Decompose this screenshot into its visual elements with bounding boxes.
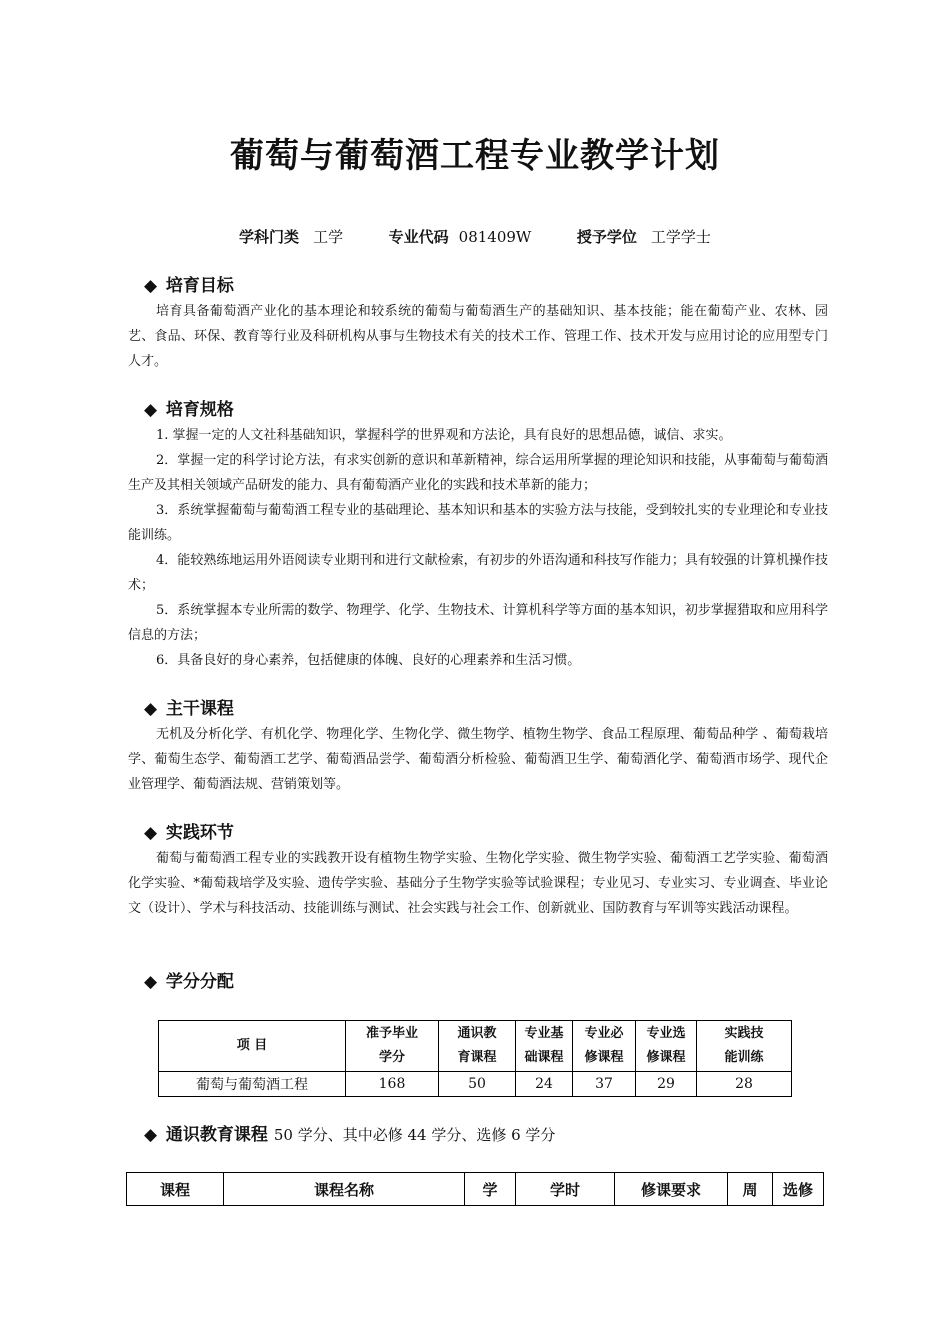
main-courses-text: 无机及分析化学、有机化学、物理化学、生物化学、微生物学、植物生物学、食品工程原理、葡萄品种学 、葡萄栽培学、葡萄生态学、葡萄酒工艺学、葡萄酒品尝学、葡萄酒分析检验、葡萄酒卫生学、葡萄酒化学、葡萄酒市场学、现代企业管理学、葡萄酒法规、营销策划等。: [128, 727, 828, 792]
course-table-header: [127, 1173, 824, 1206]
header-cell: 实践技 能训练: [697, 1021, 792, 1072]
spec-item: 3．系统掌握葡萄与葡萄酒工程专业的基础理论、基本知识和基本的实验方法与技能，受到较扎实的专业理论和专业技能训练。: [128, 503, 828, 543]
degree-value: 工学学士: [650, 228, 711, 246]
diamond-bullet-icon: ◆: [144, 276, 158, 296]
degree-label: 授予学位: [576, 228, 637, 246]
discipline-label: 学科门类: [239, 228, 300, 246]
section-title: 通识教育课程: [165, 1125, 268, 1145]
code-value: 081409W: [458, 228, 532, 246]
spec-item: 6．具备良好的身心素养，包括健康的体魄、良好的心理素养和生活习惯。: [156, 653, 581, 668]
header-cell: 学时: [516, 1173, 615, 1206]
header-cell: 修课要求: [615, 1173, 728, 1206]
section-heading: [128, 397, 828, 423]
diamond-bullet-icon: ◆: [144, 699, 158, 719]
section-heading: [128, 696, 828, 722]
header-cell: 选修: [773, 1173, 824, 1206]
header-cell: 项 目: [159, 1021, 346, 1072]
header-cell: 准予毕业 学分: [346, 1021, 439, 1072]
table-cell: 168: [346, 1072, 439, 1097]
header-cell: 专业必 修课程: [573, 1021, 636, 1072]
header-cell: 专业选 修课程: [636, 1021, 697, 1072]
table-cell: 24: [516, 1072, 573, 1097]
section-title: 学分分配: [165, 972, 234, 992]
table-row: [159, 1072, 792, 1097]
section-heading: [128, 1122, 828, 1148]
section-general: [128, 1122, 828, 1148]
course-table: [126, 1172, 824, 1206]
credit-table-header: [159, 1021, 792, 1072]
section-title: 培育规格: [165, 400, 234, 420]
table-cell: 50: [439, 1072, 516, 1097]
header-cell: 通识教 育课程: [439, 1021, 516, 1072]
header-cell: 专业基 础课程: [516, 1021, 573, 1072]
practice-text: 葡萄与葡萄酒工程专业的实践教开设有植物生物学实验、生物化学实验、微生物学实验、葡萄酒工艺学实验、葡萄酒化学实验、*葡萄栽培学及实验、遗传学实验、基础分子生物学实验等试验课程；专业见习、专业实习、专业调查、毕业论文（设计）、学术与科技活动、技能训练与测试、社会实践与社会工作、创新就业、国防教育与军训等实践活动课程。: [128, 851, 828, 916]
spec-item: 2．掌握一定的科学讨论方法，有求实创新的意识和革新精神，综合运用所掌握的理论知识和技能，从事葡萄与葡萄酒生产及其相关领域产品研发的能力、具有葡萄酒产业化的实践和技术革新的能力；: [128, 453, 828, 493]
section-note: 50 学分、其中必修 44 学分、选修 6 学分: [273, 1126, 556, 1144]
spec-item: 4．能较熟练地运用外语阅读专业期刊和进行文献检索，有初步的外语沟通和科技写作能力；具有较强的计算机操作技术；: [128, 553, 828, 593]
section-title: 培育目标: [165, 276, 234, 296]
spec-item: 5．系统掌握本专业所需的数学、物理学、化学、生物技术、计算机科学等方面的基本知识，初步掌握猎取和应用科学信息的方法；: [128, 603, 828, 643]
discipline-value: 工学: [313, 228, 344, 246]
page-title: 葡萄与葡萄酒工程专业教学计划: [230, 136, 720, 176]
table-cell: 葡萄与葡萄酒工程: [159, 1072, 346, 1097]
credit-table: [158, 1020, 792, 1097]
header-cell: 学: [465, 1173, 516, 1206]
section-practice: [128, 820, 828, 921]
header-cell: 课程: [127, 1173, 224, 1206]
program-meta: [0, 226, 950, 247]
section-heading: [128, 969, 828, 995]
section-main-courses: [128, 696, 828, 797]
header-cell: 课程名称: [224, 1173, 465, 1206]
section-credits: [128, 969, 828, 995]
goal-text: 培育具备葡萄酒产业化的基本理论和较系统的葡萄与葡萄酒生产的基础知识、基本技能；能在葡萄产业、农林、园艺、食品、环保、教育等行业及科研机构从事与生物技术有关的技术工作、管理工作、技术开发与应用讨论的应用型专门人才。: [128, 304, 828, 369]
section-heading: [128, 273, 828, 299]
section-title: 实践环节: [165, 823, 234, 843]
diamond-bullet-icon: ◆: [144, 823, 158, 843]
header-cell: 周: [728, 1173, 773, 1206]
section-spec: [128, 397, 828, 673]
diamond-bullet-icon: ◆: [144, 1125, 158, 1145]
table-cell: 29: [636, 1072, 697, 1097]
section-title: 主干课程: [165, 699, 234, 719]
code-label: 专业代码: [388, 228, 449, 246]
section-heading: [128, 820, 828, 846]
table-cell: 28: [697, 1072, 792, 1097]
table-cell: 37: [573, 1072, 636, 1097]
diamond-bullet-icon: ◆: [144, 972, 158, 992]
diamond-bullet-icon: ◆: [144, 400, 158, 420]
section-goal: [128, 273, 828, 374]
spec-item: 1. 掌握一定的人文社科基础知识，掌握科学的世界观和方法论，具有良好的思想品德，诚信、求实。: [156, 428, 732, 443]
